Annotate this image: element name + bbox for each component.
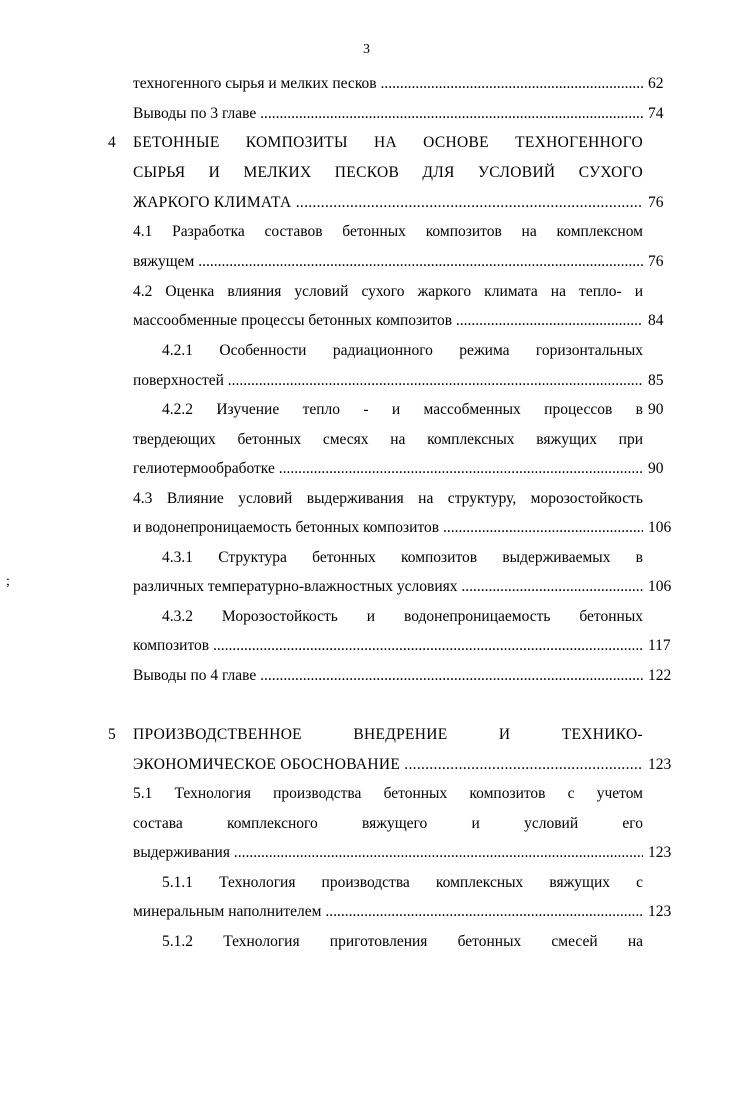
toc-entry-text: вяжущем .....	[133, 252, 643, 272]
toc-page-number: 90	[648, 460, 664, 477]
toc-entry-text: техногенного сырья и мелких песков .....	[133, 74, 643, 94]
toc-entry-text: 5.1.1 Технология производства комплексных вяжущих с	[162, 874, 643, 891]
toc-entry-text: поверхностей .....	[133, 371, 643, 391]
toc-page-number: 123	[648, 903, 672, 920]
toc-entry-text: 4.2 Оценка влияния условий сухого жаркого климата на тепло- и	[133, 283, 643, 300]
chapter-title-line: БЕТОННЫЕ КОМПОЗИТЫ НА ОСНОВЕ ТЕХНОГЕННОГО	[133, 134, 643, 151]
toc-entry-text: состава комплексного вяжущего и условий его	[133, 815, 643, 832]
toc-entry-text: 4.3 Влияние условий выдерживания на структуру, морозостойкость	[133, 490, 643, 507]
toc-page-number: 76	[648, 253, 664, 270]
chapter-title-line: СЫРЬЯ И МЕЛКИХ ПЕСКОВ ДЛЯ УСЛОВИЙ СУХОГО	[133, 164, 643, 181]
toc-entry-text: 4.2.1 Особенности радиационного режима горизонтальных	[162, 342, 643, 359]
toc-page-number: 106	[648, 519, 672, 536]
toc-page-number: 90	[648, 401, 664, 418]
toc-entry-text: гелиотермообработке .....	[133, 459, 643, 479]
toc-page-number: 122	[648, 667, 672, 684]
page-number: 3	[363, 42, 370, 57]
toc-page-number: 76	[648, 194, 664, 211]
toc-page-number: 62	[648, 75, 664, 92]
chapter-number: 4	[108, 134, 116, 151]
toc-page-number: 84	[648, 312, 664, 329]
toc-entry-text: и водонепроницаемость бетонных композитов .....	[133, 518, 643, 538]
toc-entry-text: массообменные процессы бетонных композитов .....	[133, 311, 643, 331]
toc-page-number: 106	[648, 578, 672, 595]
toc-entry-text: 4.1 Разработка составов бетонных композитов на комплексном	[133, 223, 643, 240]
margin-mark: ;	[6, 574, 10, 589]
chapter-title-line: ПРОИЗВОДСТВЕННОЕ ВНЕДРЕНИЕ И ТЕХНИКО-	[133, 726, 643, 743]
chapter-title-line: ЖАРКОГО КЛИМАТА .....	[133, 193, 643, 213]
toc-page-number: 123	[648, 756, 672, 773]
chapter-number: 5	[108, 726, 116, 743]
toc-entry-text: твердеющих бетонных смесях на комплексных вяжущих при	[133, 431, 643, 448]
toc-entry-text: минеральным наполнителем .....	[133, 902, 643, 922]
toc-page-number: 123	[648, 844, 672, 861]
toc-entry-text: композитов .....	[133, 636, 643, 656]
toc-entry-text: 4.3.1 Структура бетонных композитов выдерживаемых в	[162, 549, 643, 566]
toc-entry-text: Выводы по 4 главе .....	[133, 666, 643, 686]
toc-page-number: 74	[648, 105, 664, 122]
toc-entry-text: 4.3.2 Морозостойкость и водонепроницаемость бетонных	[162, 608, 643, 625]
toc-entry-text: 4.2.2 Изучение тепло - и массобменных процессов в	[162, 401, 643, 418]
toc-entry-text: 5.1 Технология производства бетонных композитов с учетом	[133, 785, 643, 802]
chapter-title-line: ЭКОНОМИЧЕСКОЕ ОБОСНОВАНИЕ .....	[133, 755, 643, 775]
toc-page-number: 117	[648, 637, 671, 654]
toc-entry-text: различных температурно-влажностных условиях .....	[133, 577, 643, 597]
toc-entry-text: 5.1.2 Технология приготовления бетонных смесей на	[162, 933, 643, 950]
toc-page-number: 85	[648, 372, 664, 389]
toc-entry-text: выдерживания .....	[133, 843, 643, 863]
toc-entry-text: Выводы по 3 главе .....	[133, 104, 643, 124]
